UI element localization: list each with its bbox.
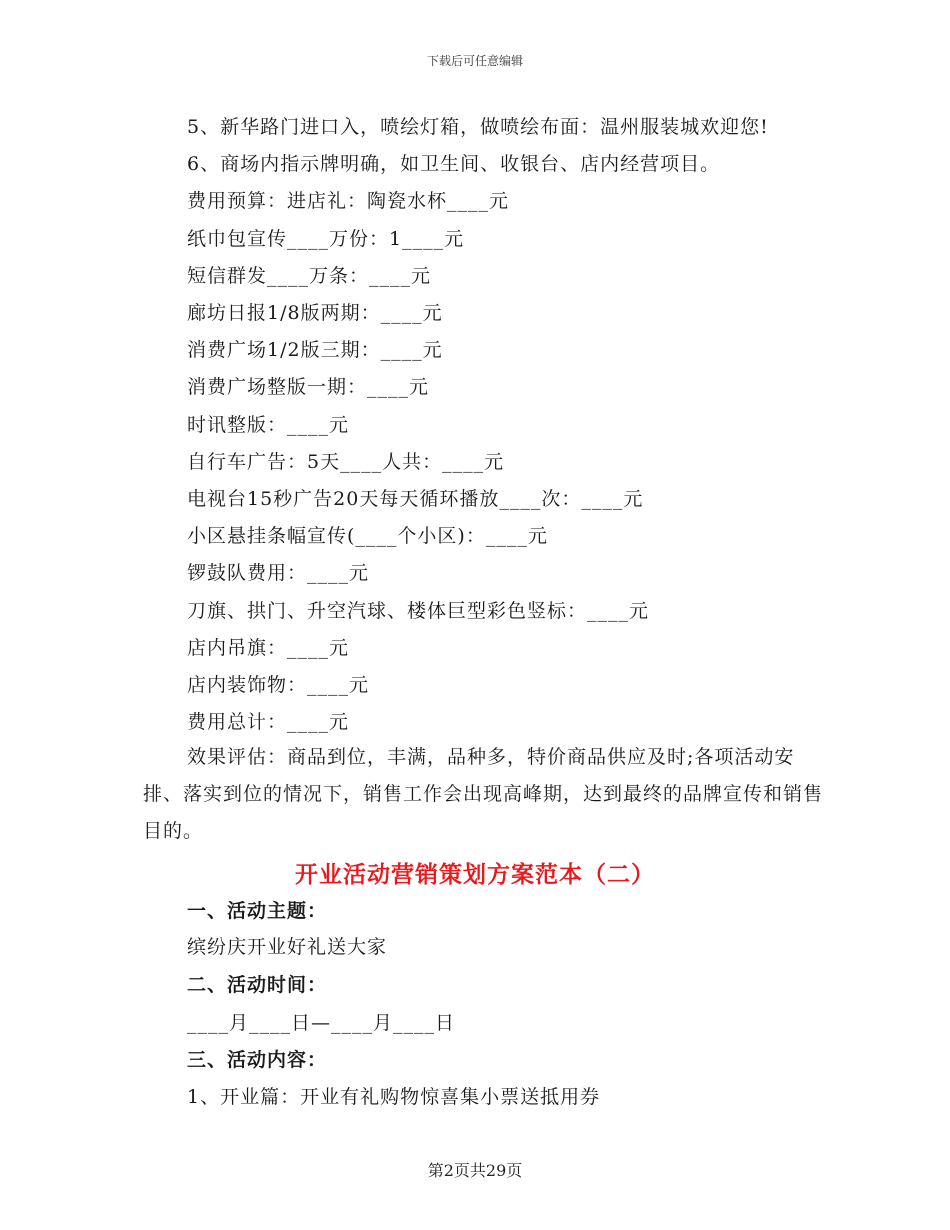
text-line: 短信群发____万条：____元: [187, 264, 432, 287]
section-heading: 一、活动主题：: [187, 900, 328, 922]
text-line: 费用预算：进店礼：陶瓷水杯____元: [187, 190, 510, 213]
text-line: ____月____日—____月____日: [187, 1012, 456, 1034]
footer-note: 第2页共29页: [427, 1161, 523, 1180]
section-heading: 三、活动内容：: [187, 1049, 328, 1071]
text-line: 消费广场1/2版三期：____元: [187, 339, 443, 362]
text-line: 店内装饰物：____元: [187, 674, 370, 696]
text-line: 时讯整版：____元: [187, 413, 350, 436]
text-line: 5、新华路门进口入，喷绘灯箱，做喷绘布面：温州服装城欢迎您!: [187, 116, 769, 138]
text-line: 店内吊旗：____元: [187, 636, 350, 659]
text-line: 小区悬挂条幅宣传(____个小区)：____元: [187, 525, 548, 548]
evaluation-paragraph: 效果评估：商品到位，丰满，品种多，特价商品供应及时;各项活动安排、落实到位的情况下，销售工作会出现高峰期，达到最终的品牌宣传和销售目的。: [143, 746, 824, 842]
text-line: 锣鼓队费用：____元: [187, 562, 370, 585]
text-line: 费用总计：____元: [187, 711, 350, 734]
section-heading: 二、活动时间：: [187, 974, 328, 996]
text-line: 刀旗、拱门、升空汽球、楼体巨型彩色竖标：____元: [187, 599, 650, 622]
text-line: 廊坊日报1/8版两期：____元: [187, 302, 443, 324]
text-line: 纸巾包宣传____万份：1____元: [187, 227, 465, 250]
section2-title: 开业活动营销策划方案范本（二）: [295, 862, 655, 888]
text-line: 6、商场内指示牌明确，如卫生间、收银台、店内经营项目。: [187, 153, 721, 176]
text-line: 自行车广告：5天____人共：____元: [187, 450, 505, 473]
text-line: 电视台15秒广告20天每天循环播放____次：____元: [187, 488, 644, 510]
text-line: 1、开业篇：开业有礼购物惊喜集小票送抵用券: [187, 1086, 601, 1108]
text-line: 缤纷庆开业好礼送大家: [187, 936, 388, 958]
header-note: 下载后可任意编辑: [426, 54, 523, 68]
text-line: 消费广场整版一期：____元: [187, 376, 430, 399]
